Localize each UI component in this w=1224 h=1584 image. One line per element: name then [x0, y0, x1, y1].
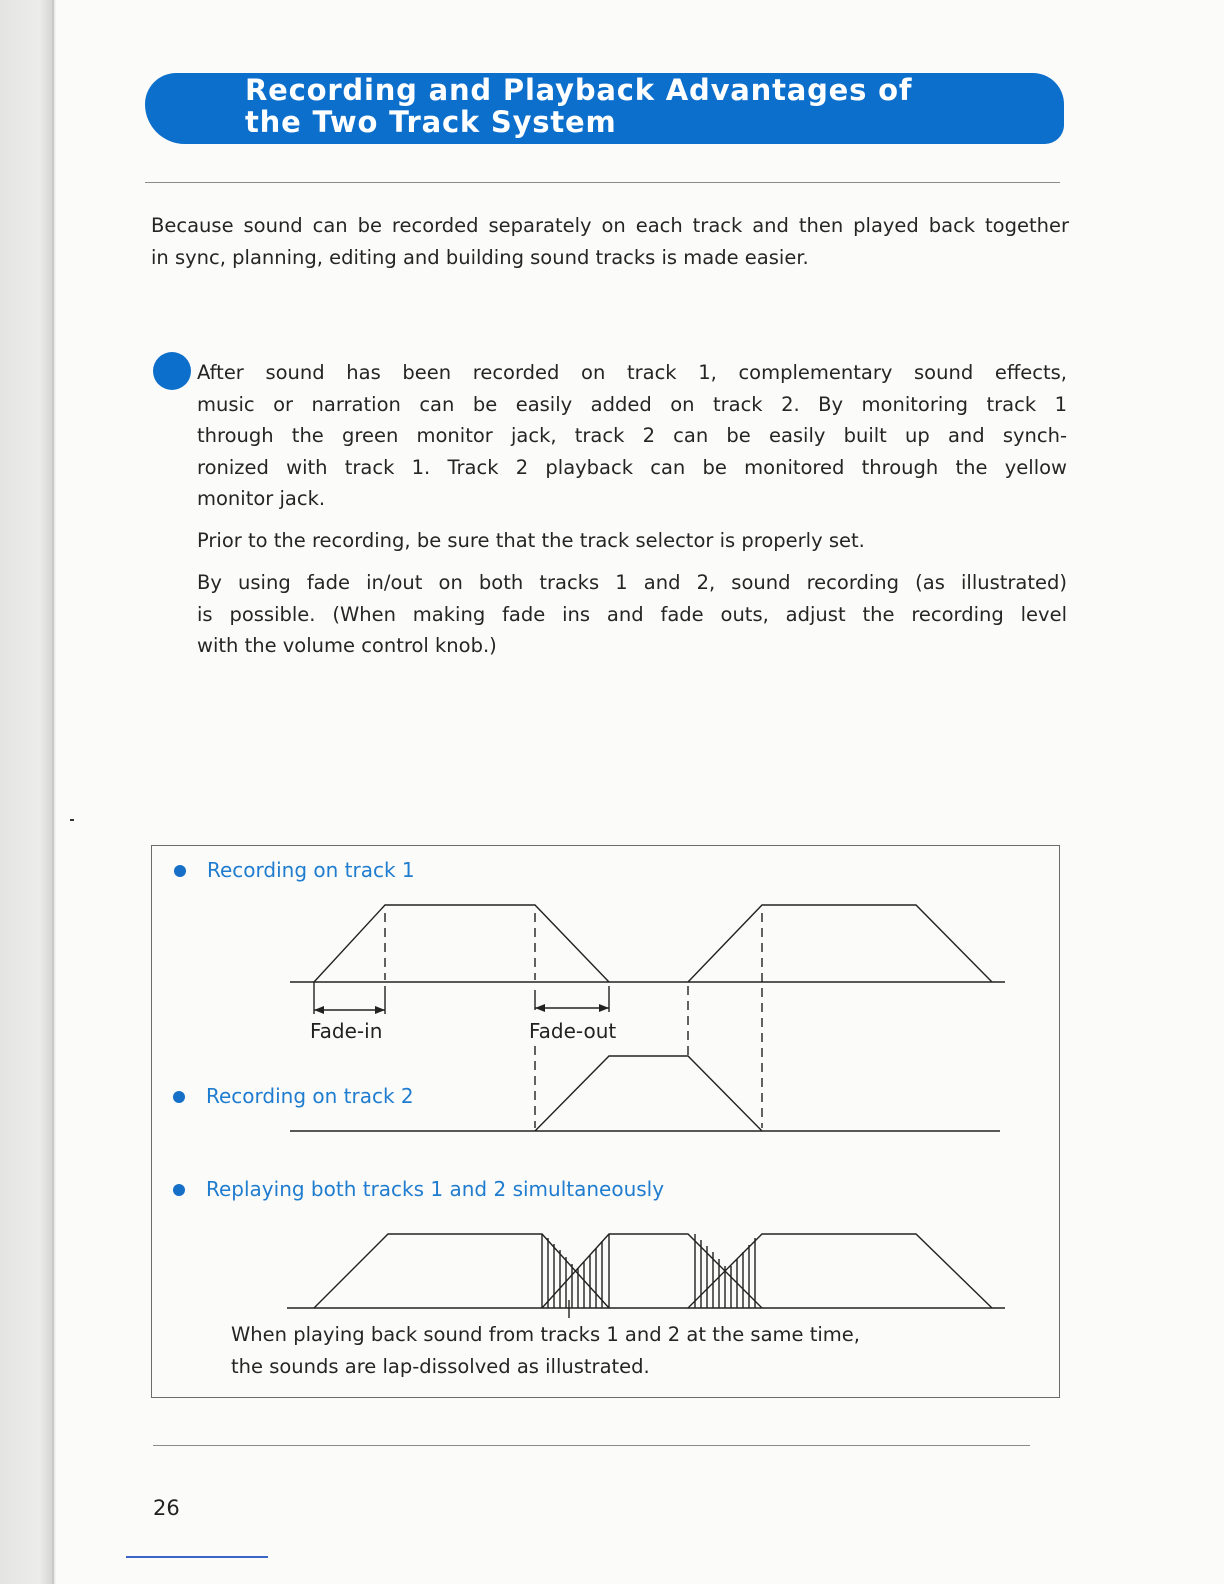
para1-line-4: ronized with track 1. Track 2 playback can be monitored through the yellow [197, 455, 1067, 479]
caption-line-1: When playing back sound from tracks 1 and 2 at the same time, [231, 1323, 860, 1346]
title-line-2: the Two Track System [245, 105, 617, 139]
replay-label: Replaying both tracks 1 and 2 simultaneously [206, 1177, 665, 1201]
bullet-replay [173, 1184, 185, 1196]
para3-line-1: By using fade in/out on both tracks 1 and 2, sound recording (as illustrated) [197, 571, 1067, 594]
bullet-track1 [174, 865, 186, 877]
footer-rule [153, 1445, 1030, 1446]
para3-line-3: with the volume control knob.) [197, 634, 497, 657]
replay-envelope-a [314, 1234, 609, 1308]
track2-label: Recording on track 2 [206, 1084, 414, 1108]
intro-line-1: Because sound can be recorded separately on each track and then played back together [151, 214, 1069, 237]
track1-envelope-b [688, 905, 992, 982]
intro-line-2: in sync, planning, editing and building sound tracks is made easier. [151, 245, 809, 269]
para1-line-5: monitor jack. [197, 487, 326, 510]
bullet-track2 [173, 1091, 185, 1103]
diagram-caption [231, 1319, 1011, 1383]
para1-line-3: through the green monitor jack, track 2 can be easily built up and synch- [197, 424, 1067, 447]
paragraph-2: Prior to the recording, be sure that the track selector is properly set. [197, 529, 865, 552]
para1-line-2: music or narration can be easily added on track 2. By monitoring track 1 [197, 392, 1067, 416]
page-number: 26 [153, 1496, 180, 1520]
fade-in-label: Fade-in [310, 1019, 383, 1043]
track1-label: Recording on track 1 [207, 858, 415, 882]
crossfade-hatch-1 [542, 1234, 609, 1318]
replay-envelope-c [688, 1234, 992, 1308]
track1-envelope-a [314, 905, 609, 982]
arrowheads [314, 1004, 609, 1014]
replay-envelope-b [542, 1234, 762, 1308]
title-line-1: Recording and Playback Advantages of [245, 73, 913, 107]
fade-out-label: Fade-out [529, 1019, 617, 1043]
para3-line-2: is possible. (When making fade ins and fade outs, adjust the recording level [197, 602, 1067, 626]
track2-envelope [535, 1056, 762, 1131]
para1-line-1: After sound has been recorded on track 1, complementary sound effects, [197, 361, 1067, 384]
crossfade-hatch-2 [695, 1234, 755, 1308]
caption-line-2: the sounds are lap-dissolved as illustrated. [231, 1355, 650, 1378]
